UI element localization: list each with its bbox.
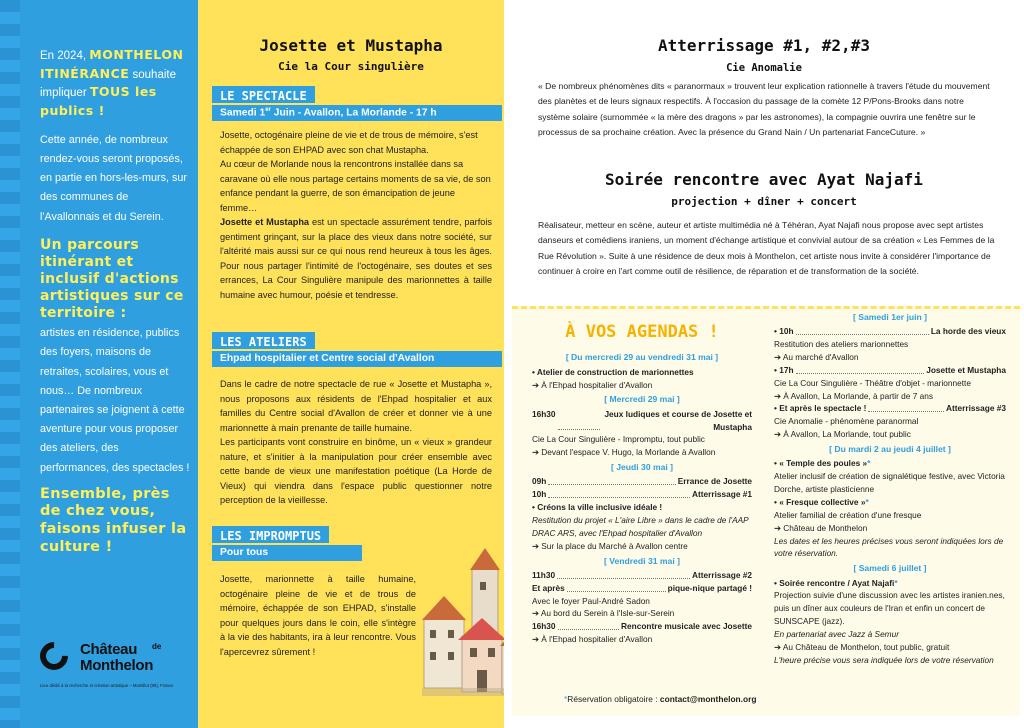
logo-c-icon [34,636,74,676]
agenda-item: • Créons la ville inclusive idéale ! [532,502,663,513]
ateliers-subtitle: Ehpad hospitalier et Centre social d'Avallon [212,351,502,367]
spectacle-date: Samedi 1er Juin - Avallon, La Morlande - 17 h [212,105,502,121]
agenda-box [512,306,1020,716]
agenda-row: 16h30 Jeux ludiques et course de Josette et Mustapha [532,408,752,432]
agenda-note: En partenariat avec Jazz à Semur [774,628,899,639]
impromptus-band [212,526,362,562]
intro-text: En 2024, MONTHELON ITINÉRANCE souhaite impliquer TOUS les publics ! [40,47,184,119]
company-anomalie: Cie Anomalie [726,62,802,74]
left-panel [0,0,198,728]
headline-ensemble: Ensemble, près de chez vous, faisons infuser la culture ! [40,485,187,555]
agenda-title: À VOS AGENDAS ! [565,322,719,342]
agenda-date: [ Vendredi 31 mai ] [604,555,680,566]
agenda-desc: Restitution des ateliers marionnettes [774,339,909,350]
impromptus-subtitle: Pour tous [212,545,362,561]
agenda-location: ➔ À Avallon, La Morlande, à partir de 7 ans [774,390,934,401]
agenda-location: ➔ À l'Ehpad hospitalier d'Avallon [532,634,653,645]
agenda-column-right [774,309,1006,667]
section-title-soiree: Soirée rencontre avec Ayat Najafi [605,170,923,189]
agenda-desc: Projection suivie d'une discussion avec les artistes iranien.nes, puis un dîner aux couleurs de l'Iran et enfin un concert de SUNSCAPE (jazz). [774,590,1005,627]
agenda-location: ➔ Au Château de Monthelon, tout public, gratuit [774,641,950,652]
left-text [40,46,190,556]
agenda-location: ➔ Au bord du Serein à l'Isle-sur-Serein [532,608,675,619]
spectacle-heading: LE SPECTACLE [212,86,315,103]
reservation-note: *Réservation obligatoire : contact@monthelon.org [564,694,757,704]
agenda-desc: Cie Anomalie - phénomène paranormal [774,416,919,427]
company-name: Cie la Cour singulière [278,60,424,73]
agenda-item: • « Fresque collective »* [774,496,869,507]
agenda-row: 10h Atterrissage #1 [532,489,752,500]
impromptus-heading: LES IMPROMPTUS [212,526,329,543]
agenda-date: [ Du mardi 2 au jeudi 4 juillet ] [829,444,951,455]
agenda-note: Restitution du projet « L'aire Libre » dans le cadre de l'AAP DRAC ARS, avec l'Ehpad hospitalier d'Avallon [532,515,749,538]
agenda-date: [ Du mercredi 29 au vendredi 31 mai ] [565,352,719,363]
agenda-item: • Soirée rencontre / Ayat Najafi* [774,577,898,588]
agenda-item: • « Temple des poules »* [774,458,871,469]
agenda-desc: Atelier inclusif de création de signalétique festive, avec Victoria Dorche, artiste plasticienne [774,471,1005,495]
agenda-date: [ Samedi 6 juillet ] [853,563,927,574]
agenda-row: 09h Errance de Josette [532,476,752,487]
ateliers-text: Dans le cadre de notre spectacle de rue « Josette et Mustapha », nous proposons aux résidents de l'Ehpad hospitalier et aux familles du Centre social d'Avallon de créer et donner vie à une marionnette à main prenante de taille humaine. Les participants vont construire en binôme, un « vieux » grandeur nature, et s'initier à la manipulation pour créer ensemble avec cette bande de vieux une manifestation poétique (La Horde de Vieux) qui viendra dans l'espace public questionner notre perception de la vieillesse. [220,379,492,506]
agenda-location: ➔ À Avallon, La Morlande, tout public [774,429,911,440]
impromptus-text: Josette, marionnette à taille humaine, octogénaire pleine de vie et de trous de mémoire, échappée de son EHPAD, s'installe pour quelques jours dans le coin, elle s'intègre à la vie des habitants, ira à leur rencontre. Vous l'apercevrez sûrement ! [220,574,416,657]
chateau-monthelon-logo: Château de Monthelon [40,642,190,672]
agenda-desc: Cie La Cour Singulière - Impromptu, tout public [532,434,705,445]
agenda-row: • 10h La horde des vieux [774,326,1006,337]
agenda-location: ➔ Château de Monthelon [774,522,868,533]
soiree-text: Réalisateur, metteur en scène, auteur et artiste multimédia né à Téhéran, Ayat Najafi nous propose avec sept artistes danseurs et comédiens iraniens, un moment d'échange artistique et convivial autour de sa création « Les Femmes de la Rue Révolution ». Suite à une résidence de deux mois à Monthelon, cet artiste nous invite à considérer l'importance de continuer à croire en l'art comme outil de résilience, de réparation et de transformation de la société. [538,220,995,276]
agenda-note: L'heure précise vous sera indiquée lors de votre réservation [774,654,994,665]
right-panel [504,0,1024,728]
logo-tagline: Lieu dédié à la recherche et création artistique – Montillot (89), France [40,683,174,688]
spectacle-band [212,86,502,123]
agenda-location: ➔ Sur la place du Marché à Avallon centre [532,540,688,551]
atterrissage-text: « De nombreux phénomènes dits « paranormaux » trouvent leur explication rationnelle à travers l'étude du mouvement des planètes et de leurs signaux respectifs. À l'occasion du passage de la comète 12 P/Pons-Brooks dans notre système solaire (surnommée « la mère des dragons » par les astronomes), la compagnie ouvrira une fenêtre sur le processus de sa prochaine création. Avec la présence du Grand Nain / Un partenariat FanceCuture. » [538,81,990,137]
agenda-desc: Atelier familial de création d'une fresque [774,509,922,520]
partners-paragraph: artistes en résidence, publics des foyers, maisons de retraites, scolaires, vous et nous… De nombreux partenaires se joignent à cette aventure pour vous proposer des ateliers, des performances, des spectacles ! [40,327,190,474]
brand-name: MONTHELON ITINÉRANCE [40,47,184,81]
section-title-atterrissage: Atterrissage #1, #2,#3 [658,36,870,55]
spectacle-text: Josette, octogénaire pleine de vie et de trous de mémoire, s'est échappée de son EHPAD avec son chat Mustapha. Au cœur de Morlande nous la rencontrons installée dans sa caravane où elle nous partage certains moments de sa vie, de son enfance pendant la guerre, de son émancipation de jeune femme… Josette et Mustapha est un spectacle assurément tendre, parfois gentiment grinçant, sur la place des vieux dans notre société, sur l'altérité mais aussi sur ce qui nous rend heureux à tous les âges. Pour nous partager l'intimité de l'octogénaire, ses doutes et ses errances, La Cour Singulière manipule des marionnettes à taille humaine avec humour, poésie et tendresse. [220,130,492,300]
contact-email-link[interactable]: contact@monthelon.org [659,694,757,704]
intro-highlight: TOUS les publics ! [40,84,157,119]
intro-paragraph: Cette année, de nombreux rendez-vous seront proposés, en partie en hors-les-murs, sur des communes de l'Avallonnais et du Serein. [40,133,188,223]
soiree-subtitle: projection + dîner + concert [671,195,857,208]
agenda-desc: Cie La Cour Singulière - Théâtre d'objet - marionnette [774,377,971,388]
agenda-row: • Et après le spectacle ! Atterrissage #3 [774,403,1006,414]
agenda-location: ➔ Devant l'espace V. Hugo, la Morlande à Avallon [532,447,716,458]
agenda-item: • Atelier de construction de marionnettes [532,366,694,377]
agenda-row: 11h30 Atterrissage #2 [532,569,752,580]
ateliers-band [212,332,502,368]
agenda-location: ➔ À l'Ehpad hospitalier d'Avallon [532,379,653,390]
agenda-row: 16h30 Rencontre musicale avec Josette [532,621,752,632]
agenda-note: Les dates et les heures précises vous seront indiquées lors de votre réservation. [774,535,1004,559]
agenda-column-left [532,315,752,646]
agenda-date: [ Jeudi 30 mai ] [610,462,674,473]
section-title-josette: Josette et Mustapha [259,36,443,55]
agenda-date: [ Samedi 1er juin ] [852,312,928,322]
ateliers-heading: LES ATELIERS [212,332,315,349]
decorative-strip [0,0,20,728]
agenda-location: ➔ Au marché d'Avallon [774,352,859,363]
agenda-date: [ Mercredi 29 mai ] [604,394,680,405]
agenda-row: • 17h Josette et Mustapha [774,364,1006,375]
headline-parcours: Un parcours itinérant et inclusif d'actions artistiques sur ce territoire : [40,236,184,322]
agenda-row: Et après pique-nique partagé ! [532,582,752,593]
agenda-desc: Avec le foyer Paul-André Sadon [532,595,650,606]
